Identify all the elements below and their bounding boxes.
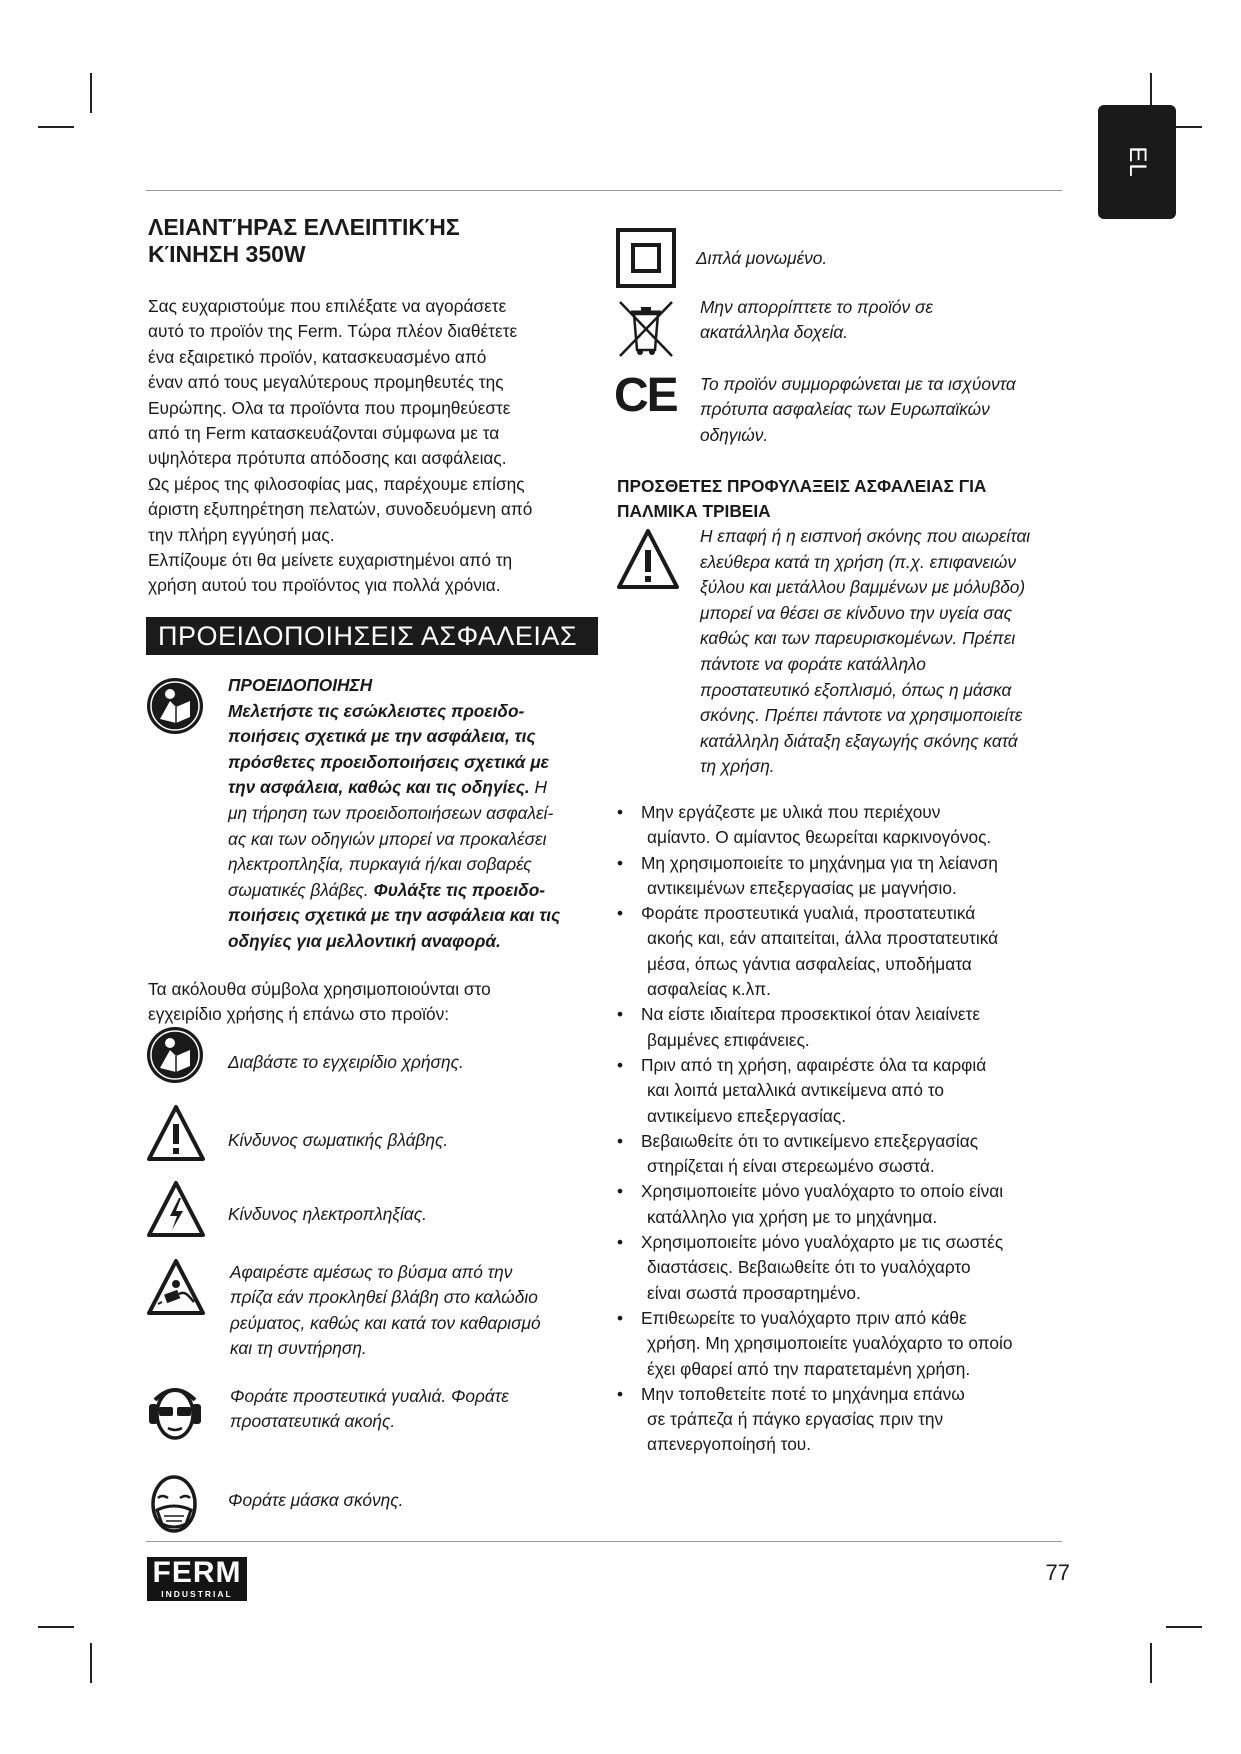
- bullet-mark: •: [617, 1307, 624, 1328]
- list-item: • Φοράτε προστευτικά γυαλιά, προστατευτικά ακοής και, εάν απαιτείται, άλλα προστατευτικά μέσα, όπως γάντια ασφαλείας, υποδήματα ασφαλείας κ.λπ.: [617, 903, 999, 1000]
- crop-mark: [38, 1626, 74, 1628]
- unplug-icon: [146, 1258, 206, 1316]
- list-item: • Μην εργάζεστε με υλικά που περιέχουν αμίαντο. Ο αμίαντος θεωρείται καρκινογόνος.: [617, 802, 992, 848]
- symbols-intro: Τα ακόλουθα σύμβολα χρησιμοποιούνται στο εγχειρίδιο χρήσης ή επάνω στο προϊόν:: [148, 979, 491, 1025]
- list-item: • Χρησιμοποιείτε μόνο γυαλόχαρτο το οποίο είναι κατάλληλο για χρήση με το μηχάνημα.: [617, 1181, 1004, 1227]
- bullet-mark: •: [617, 1004, 624, 1025]
- bullet-mark: •: [617, 1232, 624, 1253]
- weee-bin-icon: [616, 298, 676, 360]
- bullet-mark: •: [617, 802, 624, 822]
- symbol-ce-text: Το προϊόν συμμορφώνεται με τα ισχύοντα πρότυπα ασφαλείας των Ευρωπαϊκών οδηγιών.: [700, 374, 1016, 445]
- bullet-mark: •: [617, 1181, 624, 1202]
- read-manual-icon: [146, 1026, 204, 1084]
- ferm-logo: FERM INDUSTRIAL: [147, 1557, 247, 1601]
- list-item: • Χρησιμοποιείτε μόνο γυαλόχαρτο με τις σωστές διαστάσεις. Βεβαιωθείτε ότι το γυαλόχαρτο είναι σωστά προσαρτημένο.: [617, 1232, 1004, 1303]
- ce-mark-icon: CE: [614, 369, 677, 422]
- language-code: EL: [1124, 146, 1151, 178]
- goggles-ear-protection-icon: [146, 1382, 204, 1446]
- dust-mask-icon: [148, 1474, 200, 1536]
- bullet-mark: •: [617, 852, 624, 873]
- bullet-mark: •: [617, 1383, 624, 1404]
- crop-mark: [38, 126, 74, 128]
- header-rule: [146, 190, 1062, 191]
- crop-mark: [1166, 1626, 1202, 1628]
- symbol-double-insulation-text: Διπλά μονωμένο.: [696, 248, 828, 268]
- footer-rule: [146, 1541, 1062, 1542]
- list-item: • Μην τοποθετείτε ποτέ το μηχάνημα επάνω σε τράπεζα ή πάγκο εργασίας πριν την απενεργοποίησή του.: [617, 1383, 965, 1455]
- safety-bullet-list: [617, 800, 1087, 1458]
- dust-warning-text: Η επαφή ή η εισπνοή σκόνης που αιωρείται ελεύθερα κατά τη χρήση (π.χ. επιφανειών ξύλου και μετάλλου βαμμένων με μόλυβδο) μπορεί να θέσει σε κίνδυνο την υγεία σας καθώς και των παρευρισκομένων. Πρέπει πάντοτε να φοράτε κατάλληλο προστατευτικό εξοπλισμό, όπως η μάσκα σκόνης. Πρέπει πάντοτε να χρησιμοποιείτε κατάλληλη διάταξη εξαγωγής σκόνης κατά τη χρήση.: [700, 526, 1031, 777]
- symbol-mask-text: Φοράτε μάσκα σκόνης.: [228, 1490, 404, 1510]
- page-title: ΛΕΙΑΝΤΉΡΑΣ ΕΛΛΕΙΠΤΙΚΉΣ ΚΊΝΗΣΗ 350W: [148, 214, 460, 267]
- bullet-mark: •: [617, 903, 624, 924]
- language-tab: [1098, 105, 1176, 219]
- read-manual-icon: [146, 677, 204, 735]
- crop-mark: [1150, 1643, 1152, 1683]
- crop-mark: [90, 73, 92, 113]
- electric-shock-icon: [146, 1180, 206, 1238]
- crop-mark: [90, 1643, 92, 1683]
- list-item: • Να είστε ιδιαίτερα προσεκτικοί όταν λειαίνετε βαμμένες επιφάνειες.: [617, 1004, 981, 1050]
- general-warning: ΠΡΟΕΙΔΟΠΟΙΗΣΗ Μελετήστε τις εσώκλειστες προειδο- ποιήσεις σχετικά με την ασφάλεια, τις πρόσθετες προειδοποιήσεις σχετικά με την ασφάλεια, καθώς και τις οδηγίες. Η μη τήρηση των προειδοποιήσεων ασφαλεί- ας και των οδηγιών μπορεί να προκαλέσει ηλεκτροπληξία, πυρκαγιά ή/και σοβαρές σωματικές βλάβες. Φυλάξτε τις προειδο- ποιήσεις σχετικά με την ασφάλεια και τις οδηγίες για μελλοντική αναφορά.: [228, 675, 561, 951]
- double-insulation-icon: [616, 228, 676, 288]
- warning-triangle-icon: [146, 1104, 206, 1162]
- symbol-unplug-text: Αφαιρέστε αμέσως το βύσμα από την πρίζα εάν προκληθεί βλάβη στο καλώδιο ρεύματος, καθώς και κατά τον καθαρισμό και τη συντήρηση.: [230, 1262, 541, 1359]
- bullet-mark: •: [617, 1054, 624, 1075]
- symbol-injury-text: Κίνδυνος σωματικής βλάβης.: [228, 1130, 449, 1150]
- symbol-manual-text: Διαβάστε το εγχειρίδιο χρήσης.: [228, 1052, 464, 1072]
- list-item: • Επιθεωρείτε το γυαλόχαρτο πριν από κάθε χρήση. Μη χρησιμοποιείτε γυαλόχαρτο το οποίο έχει φθαρεί από την παρατεταμένη χρήση.: [617, 1307, 1013, 1379]
- symbol-shock-text: Κίνδυνος ηλεκτροπληξίας.: [228, 1204, 427, 1224]
- bullet-mark: •: [617, 1130, 624, 1151]
- page-number: 77: [1045, 1560, 1070, 1585]
- intro-text: Σας ευχαριστούμε που επιλέξατε να αγοράσετε αυτό το προϊόν της Ferm. Τώρα πλέον διαθέτετε ένα εξαιρετικό προϊόν, κατασκευασμένο από έναν από τους μεγαλύτερους προμηθευτές της Ευρώπης. Ολα τα προϊόντα που προμηθεύεστε από τη Ferm κατασκευάζονται σύμφωνα με τα υψηλότερα πρότυπα απόδοσης και ασφάλειας. Ως μέρος της φιλοσοφίας μας, παρέχουμε επίσης άριστη εξυπηρέτηση πελατών, συνοδευόμενη από την πλήρη εγγύησή μας. Ελπίζουμε ότι θα μείνετε ευχαριστημένοι από τη χρήση αυτού του προϊόντος για πολλά χρόνια.: [148, 296, 533, 596]
- safety-warnings-banner: ΠΡΟΕΙΔΟΠΟΙΗΣΕΙΣ ΑΣΦΑΛΕΙΑΣ: [146, 617, 598, 655]
- list-item: • Πριν από τη χρήση, αφαιρέστε όλα τα καρφιά και λοιπά μεταλλικά αντικείμενα από το αντικείμενο επεξεργασίας.: [617, 1054, 987, 1126]
- warning-triangle-icon: [616, 528, 680, 590]
- symbol-weee-text: Μην απορρίπτετε το προϊόν σε ακατάλληλα δοχεία.: [700, 297, 933, 343]
- list-item: • Μη χρησιμοποιείτε το μηχάνημα για τη λείανση αντικειμένων επεξεργασίας με μαγνήσιο.: [617, 852, 998, 898]
- list-item: • Βεβαιωθείτε ότι το αντικείμενο επεξεργασίας στηρίζεται ή είναι στερεωμένο σωστά.: [617, 1130, 979, 1177]
- symbol-goggles-text: Φοράτε προστευτικά γυαλιά. Φοράτε προστατευτικά ακοής.: [230, 1386, 509, 1432]
- additional-safety-heading: ΠΡΟΣΘΕΤΕΣ ΠΡΟΦΥΛΑΞΕΙΣ ΑΣΦΑΛΕΙΑΣ ΓΙΑ ΠΑΛΜΙΚΑ ΤΡΙΒΕΙΑ: [617, 476, 987, 522]
